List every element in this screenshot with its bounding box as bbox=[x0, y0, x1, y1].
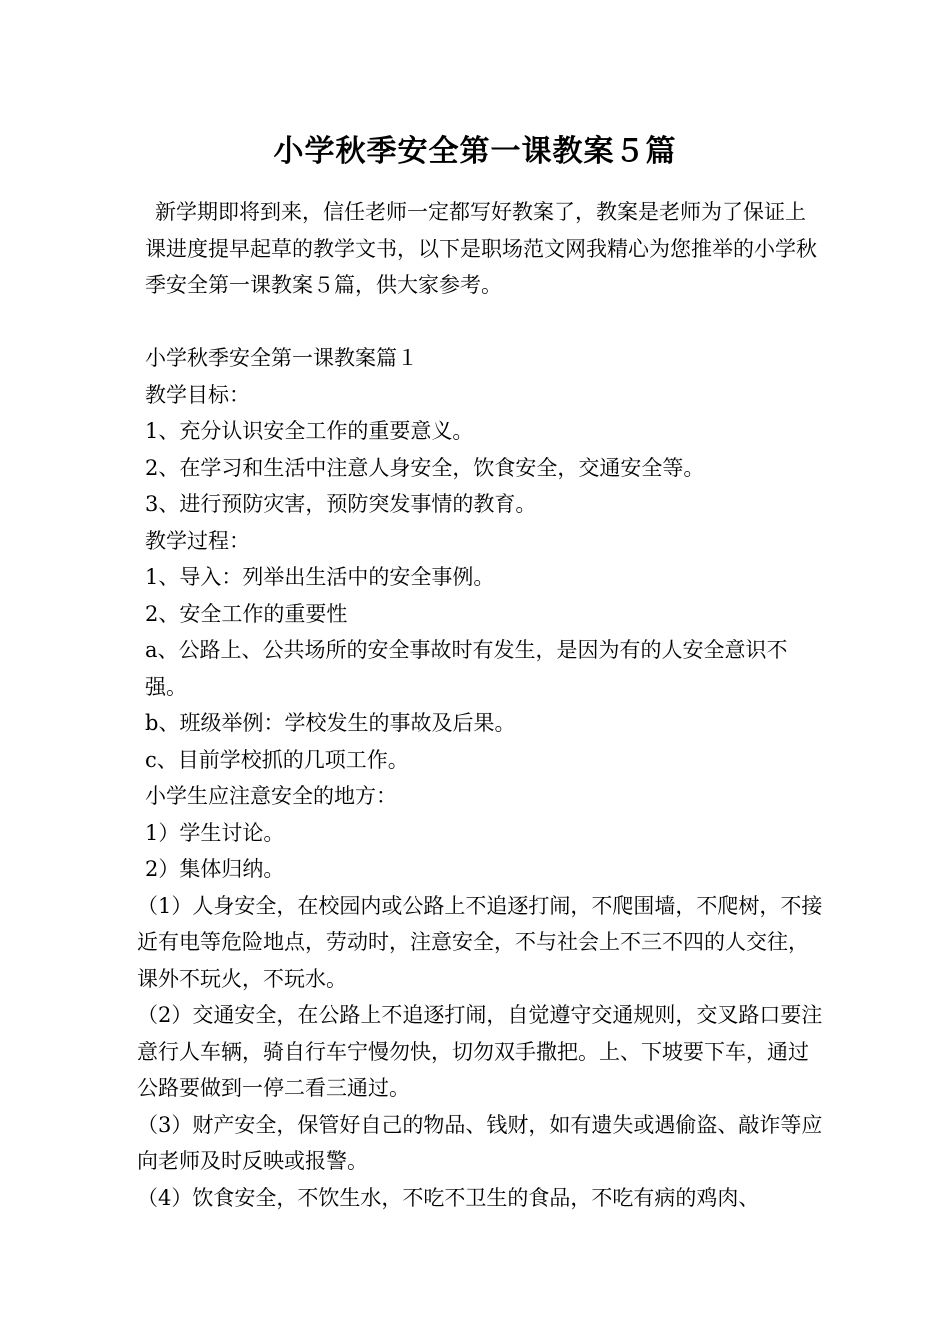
process-item: b、班级举例：学校发生的事故及后果。 bbox=[145, 711, 516, 735]
safety-item: （2）交通安全，在公路上不追逐打闹，自觉遵守交通规则，交叉路口要注意行人车辆，骑自行车宁慢勿快，切勿双手撒把。上、下坡要下车，通过公路要做到一停二看三通过。 bbox=[137, 1003, 823, 1100]
places-item: 2）集体归纳。 bbox=[145, 857, 285, 881]
places-item: 1）学生讨论。 bbox=[145, 820, 285, 845]
goal-item: 1、充分认识安全工作的重要意义。 bbox=[145, 419, 474, 443]
goal-item: 2、在学习和生活中注意人身安全，饮食安全，交通安全等。 bbox=[145, 455, 705, 480]
paragraph-spacer bbox=[145, 304, 825, 341]
document-title: 小学秋季安全第一课教案５篇 bbox=[273, 134, 677, 169]
process-label: 教学过程： bbox=[145, 528, 250, 553]
safety-item: （1）人身安全，在校园内或公路上不追逐打闹，不爬围墙，不爬树，不接近有电等危险地点，劳动时，注意安全，不与社会上不三不四的人交往，课外不玩火，不玩水。 bbox=[137, 893, 823, 991]
safety-item: （3）财产安全，保管好自己的物品、钱财，如有遗失或遇偷盗、敲诈等应向老师及时反映或报警。 bbox=[137, 1112, 823, 1173]
process-item: 2、安全工作的重要性 bbox=[145, 601, 348, 626]
process-item: a、公路上、公共场所的安全事故时有发生，是因为有的人安全意识不强。 bbox=[145, 638, 788, 699]
safety-item: （4）饮食安全，不饮生水，不吃不卫生的食品，不吃有病的鸡肉、 bbox=[137, 1185, 760, 1210]
goals-label: 教学目标： bbox=[145, 382, 250, 407]
process-item: 1、导入：列举出生活中的安全事例。 bbox=[145, 565, 495, 589]
section-heading: 小学秋季安全第一课教案篇１ bbox=[145, 346, 418, 370]
intro-paragraph: 新学期即将到来，信任老师一定都写好教案了，教案是老师为了保证上课进度提早起草的教学文书，以下是职场范文网我精心为您推举的小学秋季安全第一课教案５篇，供大家参考。 bbox=[145, 200, 817, 297]
places-label: 小学生应注意安全的地方： bbox=[145, 784, 397, 808]
goal-item: 3、进行预防灾害，预防突发事情的教育。 bbox=[145, 492, 537, 516]
process-item: c、目前学校抓的几项工作。 bbox=[145, 747, 409, 772]
document-body bbox=[137, 194, 825, 1216]
